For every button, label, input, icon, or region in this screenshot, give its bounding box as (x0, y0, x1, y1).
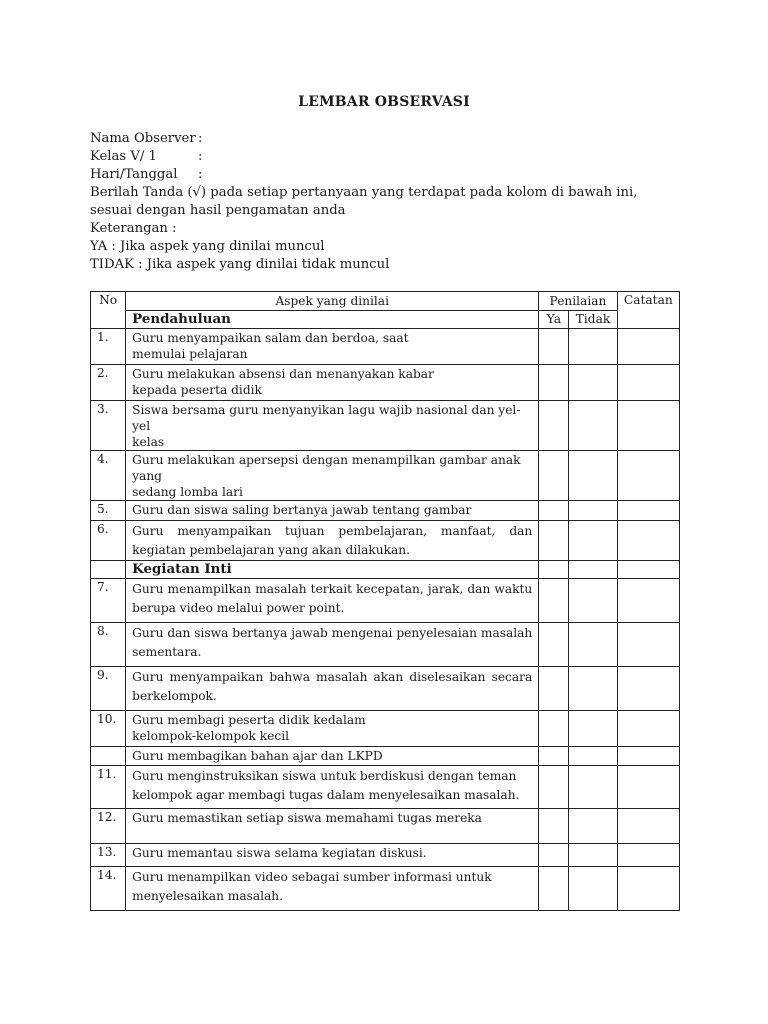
tidak-check-cell[interactable] (569, 667, 617, 711)
catatan-cell[interactable] (617, 401, 679, 451)
ya-check-cell[interactable] (539, 579, 569, 623)
tidak-check-cell[interactable] (569, 501, 617, 521)
row-aspect: Guru menginstruksikan siswa untuk berdiskusi dengan teman kelompok agar membagi tugas dalam menyelesaikan masalah. (126, 766, 539, 809)
catatan-cell[interactable] (617, 579, 679, 623)
row-number (91, 747, 126, 766)
catatan-cell[interactable] (617, 667, 679, 711)
row-number: 2. (91, 365, 126, 401)
row-number: 1. (91, 329, 126, 365)
ya-check-cell[interactable] (539, 747, 569, 766)
tidak-check-cell[interactable] (569, 401, 617, 451)
tidak-check-cell[interactable] (569, 844, 617, 867)
field-label: Hari/Tanggal (90, 167, 178, 182)
catatan-cell[interactable] (617, 844, 679, 867)
tidak-check-cell[interactable] (569, 521, 617, 561)
row-aspect: Guru menyampaikan bahwa masalah akan diselesaikan secara berkelompok. (126, 667, 539, 711)
tidak-check-cell[interactable] (569, 365, 617, 401)
row-aspect: Guru menampilkan masalah terkait kecepatan, jarak, dan waktu berupa video melalui power point. (126, 579, 539, 623)
keterangan-title: Keterangan : (90, 221, 177, 236)
row-aspect: Guru melakukan absensi dan menanyakan kabar kepada peserta didik (126, 365, 539, 401)
ya-check-cell[interactable] (539, 365, 569, 401)
ya-check-cell[interactable] (539, 766, 569, 809)
field-separator: : (198, 149, 203, 164)
row-number: 8. (91, 623, 126, 667)
row-aspect: Guru dan siswa saling bertanya jawab tentang gambar (126, 501, 539, 521)
tidak-check-cell[interactable] (569, 747, 617, 766)
catatan-cell (617, 561, 679, 579)
document-title: LEMBAR OBSERVASI (298, 94, 470, 110)
section-kegiatan-inti: Kegiatan Inti (126, 561, 539, 579)
table-row (91, 809, 680, 844)
tidak-check-cell[interactable] (569, 623, 617, 667)
row-aspect: Siswa bersama guru menyanyikan lagu wajib nasional dan yel-yel kelas (126, 401, 539, 451)
section-number-cell (91, 561, 126, 579)
keterangan-tidak: TIDAK : Jika aspek yang dinilai tidak muncul (90, 257, 390, 272)
table-row (91, 451, 680, 501)
table-header-row (91, 292, 680, 311)
ya-check-cell[interactable] (539, 521, 569, 561)
row-number: 11. (91, 766, 126, 809)
field-label: Kelas V/ 1 (90, 149, 157, 164)
field-kelas (90, 148, 680, 166)
row-aspect: Guru menampilkan video sebagai sumber informasi untuk menyelesaikan masalah. (126, 867, 539, 911)
tidak-check-cell[interactable] (569, 711, 617, 747)
intro-section (90, 130, 680, 274)
table-row (91, 401, 680, 451)
tidak-check-cell[interactable] (569, 579, 617, 623)
tidak-check-cell[interactable] (569, 809, 617, 844)
ya-check-cell[interactable] (539, 451, 569, 501)
catatan-cell[interactable] (617, 623, 679, 667)
row-number: 10. (91, 711, 126, 747)
row-number: 5. (91, 501, 126, 521)
ya-check-cell[interactable] (539, 809, 569, 844)
header-ya: Ya (539, 311, 569, 329)
catatan-cell[interactable] (617, 329, 679, 365)
ya-check-cell[interactable] (539, 329, 569, 365)
table-row (91, 521, 680, 561)
header-no: No (91, 292, 126, 329)
header-tidak: Tidak (569, 311, 617, 329)
tidak-check-cell[interactable] (569, 451, 617, 501)
table-row (91, 766, 680, 809)
catatan-cell[interactable] (617, 501, 679, 521)
ya-check-cell[interactable] (539, 844, 569, 867)
header-penilaian: Penilaian (539, 292, 617, 311)
field-nama-observer (90, 130, 680, 148)
row-aspect: Guru menyampaikan salam dan berdoa, saat memulai pelajaran (126, 329, 539, 365)
row-number: 4. (91, 451, 126, 501)
catatan-cell[interactable] (617, 766, 679, 809)
ya-check-cell[interactable] (539, 711, 569, 747)
catatan-cell[interactable] (617, 747, 679, 766)
row-number: 14. (91, 867, 126, 911)
header-catatan: Catatan (617, 292, 679, 329)
ya-check-cell[interactable] (539, 667, 569, 711)
field-separator: : (198, 131, 203, 146)
row-number: 6. (91, 521, 126, 561)
row-number: 3. (91, 401, 126, 451)
tidak-check-cell[interactable] (569, 766, 617, 809)
row-number: 7. (91, 579, 126, 623)
section-row (91, 561, 680, 579)
ya-check-cell[interactable] (539, 501, 569, 521)
table-row (91, 501, 680, 521)
table-row (91, 711, 680, 747)
table-row (91, 365, 680, 401)
catatan-cell[interactable] (617, 711, 679, 747)
ya-check-cell[interactable] (539, 401, 569, 451)
row-aspect: Guru dan siswa bertanya jawab mengenai penyelesaian masalah sementara. (126, 623, 539, 667)
table-row (91, 667, 680, 711)
ya-check-cell[interactable] (539, 623, 569, 667)
catatan-cell[interactable] (617, 365, 679, 401)
field-label: Nama Observer (90, 131, 196, 146)
catatan-cell[interactable] (617, 451, 679, 501)
table-row (91, 329, 680, 365)
section-pendahuluan: Pendahuluan (126, 311, 539, 329)
row-aspect: Guru melakukan apersepsi dengan menampilkan gambar anak yang sedang lomba lari (126, 451, 539, 501)
row-number: 9. (91, 667, 126, 711)
catatan-cell[interactable] (617, 521, 679, 561)
keterangan-ya: YA : Jika aspek yang dinilai muncul (90, 239, 325, 254)
table-row (91, 747, 680, 766)
ya-check-cell (539, 561, 569, 579)
catatan-cell[interactable] (617, 867, 679, 911)
table-row (91, 623, 680, 667)
table-row (91, 867, 680, 911)
observation-table (90, 291, 680, 911)
table-row (91, 844, 680, 867)
table-subheader-row (91, 311, 680, 329)
header-aspek: Aspek yang dinilai (126, 292, 539, 311)
tidak-check-cell[interactable] (569, 867, 617, 911)
ya-check-cell[interactable] (539, 867, 569, 911)
row-aspect: Guru membagikan bahan ajar dan LKPD (126, 747, 539, 766)
row-number: 12. (91, 809, 126, 844)
row-aspect: Guru memastikan setiap siswa memahami tugas mereka (126, 809, 539, 844)
row-aspect: Guru memantau siswa selama kegiatan diskusi. (126, 844, 539, 867)
tidak-check-cell (569, 561, 617, 579)
row-number: 13. (91, 844, 126, 867)
table-row (91, 579, 680, 623)
tidak-check-cell[interactable] (569, 329, 617, 365)
row-aspect: Guru menyampaikan tujuan pembelajaran, manfaat, dan kegiatan pembelajaran yang akan dilakukan. (126, 521, 539, 561)
instruction-text: Berilah Tanda (√) pada setiap pertanyaan yang terdapat pada kolom di bawah ini, sesuai dengan hasil pengamatan anda (90, 185, 638, 218)
catatan-cell[interactable] (617, 809, 679, 844)
field-separator: : (198, 167, 203, 182)
field-hari-tanggal (90, 166, 680, 184)
row-aspect: Guru membagi peserta didik kedalam kelompok-kelompok kecil (126, 711, 539, 747)
